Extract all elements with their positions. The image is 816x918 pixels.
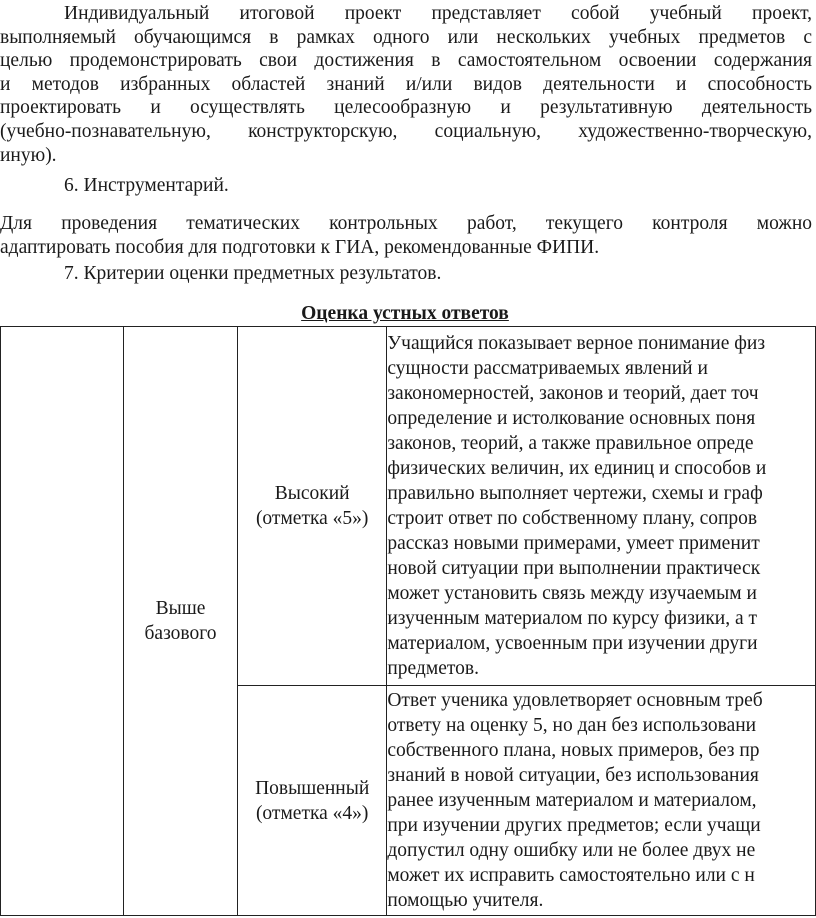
- empty-cell: [1, 327, 124, 916]
- grading-table: [0, 326, 816, 916]
- description-line: рассказ новыми примерами, умеет применит: [387, 533, 760, 554]
- grade-label: Повышенный: [255, 777, 370, 799]
- level-label: Выше: [155, 598, 206, 619]
- description-line: может установить связь между изучаемым и: [387, 583, 757, 604]
- level-label: базового: [144, 623, 217, 644]
- grade-label: Высокий: [274, 483, 350, 504]
- tools-line: Для проведения тематических контрольных работ, текущего контроля можно: [0, 213, 812, 234]
- intro-paragraph: [0, 2, 812, 167]
- description-line: предметов.: [387, 658, 479, 679]
- grade-label: (отметка «5»): [255, 508, 369, 529]
- description-line: правильно выполняет чертежи, схемы и граф: [387, 483, 763, 504]
- description-line: допустил одну ошибку или не более двух не: [387, 840, 756, 861]
- intro-line: проектировать и осуществлять целесообразную и результативную деятельность: [0, 97, 812, 119]
- description-line: материалом, усвоенным при изучении други: [387, 633, 758, 654]
- description-line: закономерностей, законов и теорий, дает точ: [387, 383, 759, 404]
- intro-line: (учебно-познавательную, конструкторскую, социальную, художественно-творческую,: [0, 120, 812, 142]
- tools-line: адаптировать пособия для подготовки к ГИА, рекомендованные ФИПИ.: [0, 236, 600, 258]
- description-line: Учащийся показывает верное понимание физ: [387, 333, 766, 354]
- description-line: при изучении других предметов; если учащи: [387, 815, 761, 836]
- intro-line: Индивидуальный итоговой проект представляет собой учебный проект,: [64, 3, 812, 24]
- level-cell: [124, 327, 238, 916]
- intro-line: и методов избранных областей знаний и/или видов деятельности и способность: [0, 73, 812, 95]
- description-line: законов, теорий, а также правильное опреде: [387, 433, 754, 454]
- description-line: может их исправить самостоятельно или с н: [387, 865, 755, 886]
- grade-cell-elevated: [238, 686, 387, 916]
- table-row: [1, 327, 816, 686]
- description-line: знаний в новой ситуации, без использования: [387, 765, 759, 786]
- description-line: собственного плана, новых примеров, без пр: [387, 740, 760, 761]
- description-cell-high: [387, 327, 816, 686]
- description-line: новой ситуации при выполнении практическ: [387, 558, 761, 579]
- intro-line: целью продемонстрировать свои достижения в самостоятельном освоении содержания: [0, 50, 812, 72]
- grade-label: (отметка «4»): [255, 802, 369, 824]
- item-7-heading: 7. Критерии оценки предметных результатов.: [64, 263, 442, 284]
- intro-line: выполняемый обучающимся в рамках одного или нескольких учебных предметов с: [0, 26, 812, 48]
- tools-paragraph: [0, 212, 812, 259]
- description-line: сущности рассматриваемых явлений и: [387, 358, 708, 379]
- description-line: Ответ ученика удовлетворяет основным треб: [387, 690, 763, 711]
- description-line: ранее изученным материалом и материалом,: [387, 790, 757, 811]
- description-line: определение и истолкование основных поня: [387, 408, 756, 429]
- description-cell-elevated: [387, 686, 816, 916]
- intro-line: иную).: [0, 144, 57, 166]
- description-line: физических величин, их единиц и способов и: [387, 458, 767, 479]
- description-line: изученным материалом по курсу физики, а т: [387, 608, 758, 629]
- description-line: помощью учителя.: [387, 890, 544, 911]
- item-6-heading: 6. Инструментарий.: [64, 175, 229, 196]
- description-line: строит ответ по собственному плану, сопров: [387, 508, 758, 529]
- section-title: Оценка устных ответов: [301, 303, 509, 324]
- description-line: ответу на оценку 5, но дан без использовани: [387, 715, 757, 736]
- grade-cell-high: [238, 327, 387, 686]
